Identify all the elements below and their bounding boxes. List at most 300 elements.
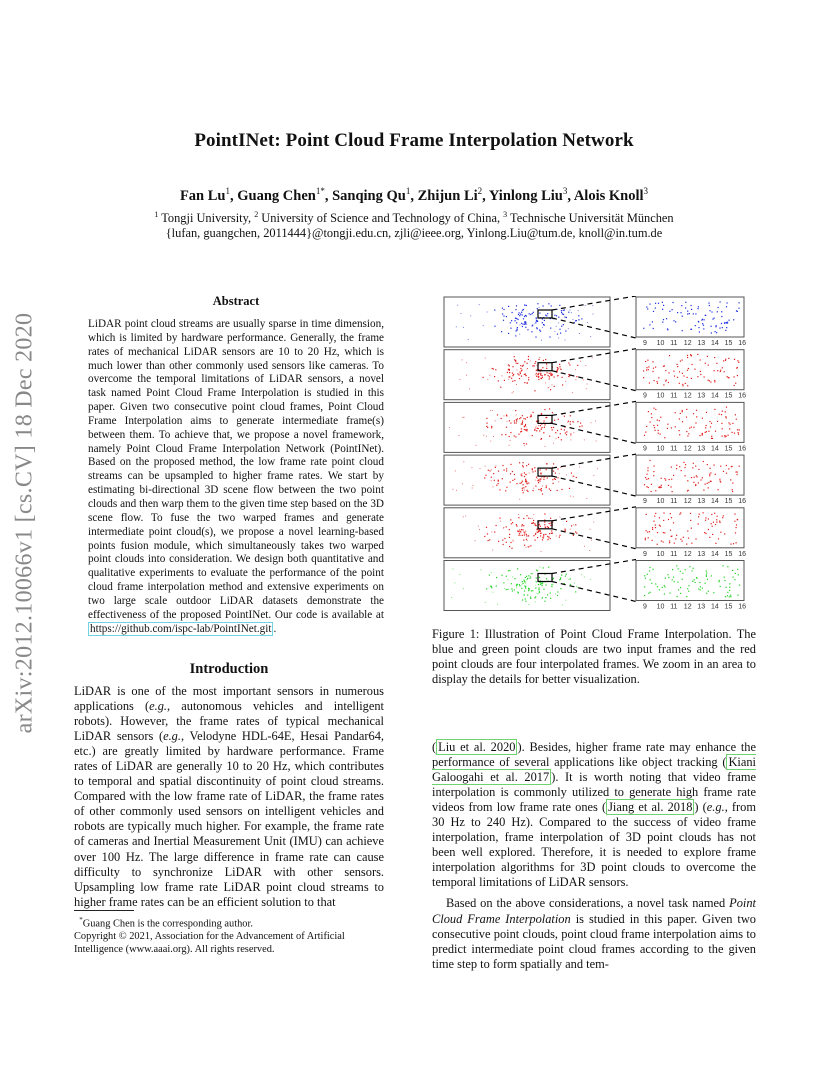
cloud-point — [530, 573, 531, 574]
cloud-point — [550, 598, 551, 599]
zoom-point — [721, 323, 722, 324]
zoom-point — [698, 482, 699, 483]
zoom-point — [646, 486, 647, 487]
cloud-point — [519, 334, 520, 335]
cloud-point — [502, 465, 503, 466]
zoom-point — [696, 410, 697, 411]
cloud-point — [596, 441, 597, 442]
cloud-point — [546, 584, 547, 585]
cloud-point — [549, 408, 550, 409]
zoom-point — [714, 370, 715, 371]
zoom-point — [709, 380, 710, 381]
cloud-point — [551, 586, 552, 587]
cloud-point — [487, 379, 488, 380]
cloud-point — [575, 379, 576, 380]
zoom-point — [715, 524, 716, 525]
cloud-point — [519, 499, 520, 500]
zoom-point — [724, 435, 725, 436]
cloud-point — [464, 417, 465, 418]
cloud-point — [507, 372, 508, 373]
cloud-point — [501, 575, 502, 576]
cloud-point — [557, 477, 558, 478]
sensor-origin — [526, 579, 536, 589]
zoom-point — [644, 586, 645, 587]
cloud-point — [518, 374, 519, 375]
cloud-point — [541, 583, 542, 584]
zoom-point — [726, 327, 727, 328]
zoom-point — [726, 306, 727, 307]
cloud-point — [552, 384, 553, 385]
cloud-point — [535, 336, 536, 337]
cloud-point — [593, 314, 594, 315]
zoom-point — [653, 368, 654, 369]
cloud-point — [458, 435, 459, 436]
cloud-point — [552, 584, 553, 585]
cloud-point — [576, 533, 577, 534]
cloud-point — [527, 483, 528, 484]
cloud-point — [517, 370, 518, 371]
zoom-point — [737, 360, 738, 361]
zoom-point — [734, 514, 735, 515]
zoom-point — [720, 466, 721, 467]
cloud-point — [516, 318, 517, 319]
cloud-point — [546, 368, 547, 369]
cloud-point — [563, 310, 564, 311]
zoom-point — [685, 475, 686, 476]
cloud-point — [501, 434, 502, 435]
zoom-point — [653, 475, 654, 476]
cloud-point — [509, 420, 510, 421]
citation-link[interactable]: Liu et al. 2020 — [438, 740, 516, 754]
zoom-point — [650, 592, 651, 593]
cloud-point — [520, 368, 521, 369]
cloud-point — [558, 338, 559, 339]
cloud-point — [516, 384, 517, 385]
zoom-point — [725, 360, 726, 361]
zoom-point — [708, 518, 709, 519]
zoom-point — [737, 472, 738, 473]
zoom-point — [722, 327, 723, 328]
zoom-point — [729, 428, 730, 429]
cloud-point — [463, 327, 464, 328]
zoom-point — [687, 435, 688, 436]
zoom-point — [714, 381, 715, 382]
cloud-point — [516, 363, 517, 364]
cloud-point — [513, 391, 514, 392]
cloud-point — [559, 517, 560, 518]
cloud-point — [454, 582, 455, 583]
figure-row — [444, 560, 746, 611]
zoom-point — [693, 313, 694, 314]
zoom-point — [661, 487, 662, 488]
zoom-point — [703, 512, 704, 513]
zoom-point — [739, 302, 740, 303]
zoom-point — [691, 427, 692, 428]
tick-label: 13 — [697, 392, 706, 400]
cloud-point — [525, 375, 526, 376]
cloud-point — [578, 310, 579, 311]
zoom-point — [726, 436, 727, 437]
cloud-point — [547, 594, 548, 595]
zoom-point — [709, 475, 710, 476]
cloud-point — [538, 374, 539, 375]
cloud-point — [521, 370, 522, 371]
cloud-point — [533, 490, 534, 491]
cloud-point — [502, 308, 503, 309]
cloud-point — [496, 525, 497, 526]
zoom-point — [699, 514, 700, 515]
cloud-point — [516, 419, 517, 420]
cloud-point — [523, 462, 524, 463]
zoom-point — [705, 520, 706, 521]
zoom-point — [659, 517, 660, 518]
cloud-point — [492, 486, 493, 487]
zoom-point — [665, 381, 666, 382]
cloud-point — [550, 522, 551, 523]
abstract-heading: Abstract — [212, 294, 260, 308]
citation-link[interactable]: Jiang et al. 2018 — [608, 800, 693, 815]
cloud-point — [518, 319, 519, 320]
cloud-point — [578, 319, 579, 320]
zoom-point — [698, 469, 699, 470]
cloud-point — [506, 576, 507, 577]
cloud-point — [515, 318, 516, 319]
cloud-point — [514, 578, 515, 579]
cloud-point — [509, 445, 510, 446]
cloud-point — [523, 525, 524, 526]
zoom-point — [687, 357, 688, 358]
zoom-point — [728, 435, 729, 436]
cloud-point — [577, 365, 578, 366]
zoom-point — [687, 370, 688, 371]
zoom-point — [677, 366, 678, 367]
zoom-point — [691, 309, 692, 310]
cloud-point — [485, 602, 486, 603]
zoom-point — [652, 361, 653, 362]
author: Fan Lu$^1$, — [179, 186, 238, 204]
cloud-point — [524, 382, 525, 383]
tick-label: 9 — [643, 603, 647, 611]
cloud-point — [496, 577, 497, 578]
cloud-point — [503, 582, 504, 583]
cloud-point — [535, 361, 536, 362]
zoom-point — [704, 319, 705, 320]
cloud-point — [545, 597, 546, 598]
cloud-point — [561, 312, 562, 313]
cloud-point — [550, 389, 551, 390]
cloud-point — [558, 375, 559, 376]
cloud-point — [549, 373, 550, 374]
zoom-point — [695, 313, 696, 314]
zoom-point — [702, 434, 703, 435]
cloud-point — [491, 427, 492, 428]
cloud-point — [591, 540, 592, 541]
code-link[interactable]: https://github.com/ispc-lab/PointINet.git — [90, 622, 272, 635]
zoom-point — [723, 565, 724, 566]
cloud-point — [505, 490, 506, 491]
cloud-point — [547, 477, 548, 478]
zoom-point — [732, 570, 733, 571]
zoom-point — [720, 586, 721, 587]
citation-link[interactable]: Kiani Galoogahi et al. 2017 — [432, 755, 756, 785]
cloud-point — [523, 418, 524, 419]
zoom-point — [717, 516, 718, 517]
zoom-point — [719, 328, 720, 329]
cloud-point — [576, 477, 577, 478]
cloud-point — [512, 522, 513, 523]
zoom-point — [719, 479, 720, 480]
cloud-point — [541, 473, 542, 474]
cloud-point — [568, 328, 569, 329]
cloud-point — [540, 530, 541, 531]
cloud-point — [515, 309, 516, 310]
cloud-point — [521, 424, 522, 425]
cloud-point — [544, 320, 545, 321]
zoom-point — [686, 409, 687, 410]
cloud-point — [517, 327, 518, 328]
zoom-point — [647, 467, 648, 468]
cloud-point — [570, 496, 571, 497]
cloud-point — [494, 480, 495, 481]
cloud-point — [526, 316, 527, 317]
cloud-point — [483, 435, 484, 436]
author: Alois Knoll$^3$ — [573, 186, 649, 204]
cloud-point — [544, 420, 545, 421]
cloud-point — [583, 379, 584, 380]
zoom-point — [727, 376, 728, 377]
zoom-point — [698, 321, 699, 322]
cloud-point — [564, 429, 565, 430]
zoom-point — [680, 361, 681, 362]
zoom-point — [685, 569, 686, 570]
zoom-point — [736, 471, 737, 472]
zoom-point — [655, 308, 656, 309]
cloud-point — [562, 377, 563, 378]
cloud-point — [544, 601, 545, 602]
cloud-point — [515, 410, 516, 411]
zoom-point — [671, 479, 672, 480]
zoom-point — [737, 311, 738, 312]
cloud-point — [568, 421, 569, 422]
cloud-point — [546, 578, 547, 579]
cloud-point — [531, 416, 532, 417]
cloud-point — [520, 431, 521, 432]
cloud-point — [558, 419, 559, 420]
zoom-point — [668, 485, 669, 486]
cloud-point — [509, 529, 510, 530]
zoom-point — [682, 579, 683, 580]
cloud-point — [536, 577, 537, 578]
zoom-point — [735, 573, 736, 574]
cloud-point — [551, 584, 552, 585]
zoom-point — [691, 305, 692, 306]
cloud-point — [566, 317, 567, 318]
cloud-point — [522, 583, 523, 584]
zoom-point — [708, 591, 709, 592]
cloud-point — [534, 363, 535, 364]
cloud-point — [557, 591, 558, 592]
cloud-point — [539, 480, 540, 481]
cloud-point — [478, 526, 479, 527]
cloud-point — [520, 483, 521, 484]
cloud-point — [540, 580, 541, 581]
zoom-point — [666, 318, 667, 319]
cloud-point — [543, 360, 544, 361]
cloud-point — [532, 435, 533, 436]
zoom-point — [726, 417, 727, 418]
figure-row — [444, 401, 746, 452]
cloud-point — [527, 540, 528, 541]
cloud-point — [548, 567, 549, 568]
cloud-point — [486, 588, 487, 589]
cloud-point — [581, 318, 582, 319]
paragraph: ( Liu et al. 2020 ). Besides, higher frame rate may enhance the performance of several applications like object tracking ( Kiani Galoogahi et al. 2017 ). It is worth noting that video frame interpolation is commonly utilized to generate high frame rate videos from low frame rate ones ( Jiang et al. 2018 ) (e.g., from 30 Hz to 240 Hz). Compared to the success of video frame interpolation, frame interpolation of 3D point clouds has not been well explored. Therefore, it is needed to explore frame interpolation algorithms for 3D point clouds to overcome the temporal limitations of LiDAR sensors. — [432, 740, 757, 890]
author: Yinlong Liu$^3$, — [488, 186, 574, 204]
arxiv-stamp — [2, 283, 48, 763]
tick-label: 13 — [697, 445, 706, 453]
cloud-point — [543, 432, 544, 433]
zoom-point — [708, 529, 709, 530]
cloud-point — [533, 514, 534, 515]
cloud-point — [535, 486, 536, 487]
zoom-point — [644, 575, 645, 576]
cloud-point — [526, 430, 527, 431]
zoom-point — [703, 325, 704, 326]
zoom-point — [680, 512, 681, 513]
zoom-point — [708, 380, 709, 381]
cloud-point — [524, 374, 525, 375]
sensor-origin — [526, 526, 536, 536]
cloud-point — [489, 375, 490, 376]
cloud-point — [517, 418, 518, 419]
zoom-point — [687, 490, 688, 491]
zoom-point — [691, 477, 692, 478]
zoom-panel — [636, 455, 744, 495]
zoom-point — [668, 372, 669, 373]
cloud-point — [541, 429, 542, 430]
zoom-point — [648, 411, 649, 412]
zoom-point — [724, 533, 725, 534]
zoom-panel — [636, 350, 744, 390]
cloud-point — [544, 409, 545, 410]
cloud-point — [518, 434, 519, 435]
zoom-point — [647, 531, 648, 532]
zoom-point — [655, 527, 656, 528]
cloud-point — [512, 312, 513, 313]
cloud-point — [518, 314, 519, 315]
cloud-point — [541, 488, 542, 489]
cloud-point — [564, 309, 565, 310]
cloud-point — [472, 488, 473, 489]
zoom-point — [651, 491, 652, 492]
cloud-point — [532, 523, 533, 524]
zoom-panel — [636, 297, 744, 337]
cloud-point — [527, 382, 528, 383]
zoom-point — [649, 460, 650, 461]
cloud-point — [516, 524, 517, 525]
cloud-point — [526, 539, 527, 540]
cloud-point — [523, 309, 524, 310]
cloud-point — [542, 485, 543, 486]
cloud-point — [451, 597, 452, 598]
cloud-point — [541, 340, 542, 341]
zoom-point — [708, 365, 709, 366]
tick-label: 13 — [697, 340, 706, 347]
zoom-point — [739, 585, 740, 586]
zoom-point — [719, 580, 720, 581]
zoom-point — [711, 514, 712, 515]
introduction-body: LiDAR is one of the most important sensors in numerous applications (e.g., autonomous vehicles and intelligent robots). However, the frame rates of typical mechanical LiDAR sensors (e.g., Velodyne HDL-64E, Hesai Pandar64, etc.) are greatly limited by hardware performance. Frame rates of LiDAR are generally 10 to 20 Hz, which contributes to temporal and spatial discontinuity of point cloud streams. Compared with the low frame rate of LiDAR, the frame rates of other commonly used sensors on intelligent vehicles and robots are typically much higher. For example, the frame rate of cameras and Inertial Measurement Unit (IMU) can achieve over 100 Hz. The large difference in frame rate can cause difficulty to synchronize LiDAR with other sensors. Upsampling low frame rate LiDAR point cloud streams to higher frame rates can be an efficient solution to that — [74, 684, 384, 909]
cloud-point — [524, 590, 525, 591]
cloud-point — [542, 494, 543, 495]
cloud-point — [524, 322, 525, 323]
cloud-point — [570, 578, 571, 579]
cloud-point — [514, 420, 515, 421]
zoom-point — [649, 570, 650, 571]
cloud-point — [504, 588, 505, 589]
zoom-point — [723, 515, 724, 516]
cloud-point — [491, 477, 492, 478]
zoom-point — [681, 305, 682, 306]
cloud-point — [491, 469, 492, 470]
cloud-point — [480, 468, 481, 469]
zoom-point — [720, 370, 721, 371]
zoom-point — [735, 414, 736, 415]
cloud-point — [528, 464, 529, 465]
cloud-point — [515, 320, 516, 321]
cloud-point — [536, 376, 537, 377]
cloud-point — [539, 357, 540, 358]
cloud-point — [574, 583, 575, 584]
cloud-point — [525, 588, 526, 589]
cloud-point — [569, 488, 570, 489]
cloud-point — [504, 415, 505, 416]
cloud-point — [558, 322, 559, 323]
zoom-point — [710, 472, 711, 473]
zoom-point — [726, 465, 727, 466]
right-column-body — [432, 740, 756, 972]
cloud-point — [497, 604, 498, 605]
zoom-point — [670, 513, 671, 514]
cloud-point — [586, 498, 587, 499]
cloud-point — [522, 524, 523, 525]
cloud-point — [540, 526, 541, 527]
zoom-point — [724, 577, 725, 578]
tick-label: 15 — [724, 603, 733, 611]
cloud-point — [505, 434, 506, 435]
cloud-point — [541, 490, 542, 491]
zoom-point — [687, 385, 688, 386]
zoom-point — [659, 420, 660, 421]
cloud-point — [540, 479, 541, 480]
cloud-point — [517, 568, 518, 569]
tick-label: 10 — [656, 392, 665, 400]
cloud-point — [491, 586, 492, 587]
zoom-point — [736, 419, 737, 420]
zoom-point — [724, 323, 725, 324]
cloud-point — [517, 373, 518, 374]
zoom-point — [696, 416, 697, 417]
cloud-point — [462, 483, 463, 484]
zoom-point — [683, 537, 684, 538]
cloud-point — [545, 315, 546, 316]
zoom-point — [718, 307, 719, 308]
cloud-point — [502, 540, 503, 541]
cloud-point — [516, 585, 517, 586]
tick-label: 12 — [683, 550, 692, 558]
zoom-point — [682, 316, 683, 317]
cloud-point — [509, 370, 510, 371]
